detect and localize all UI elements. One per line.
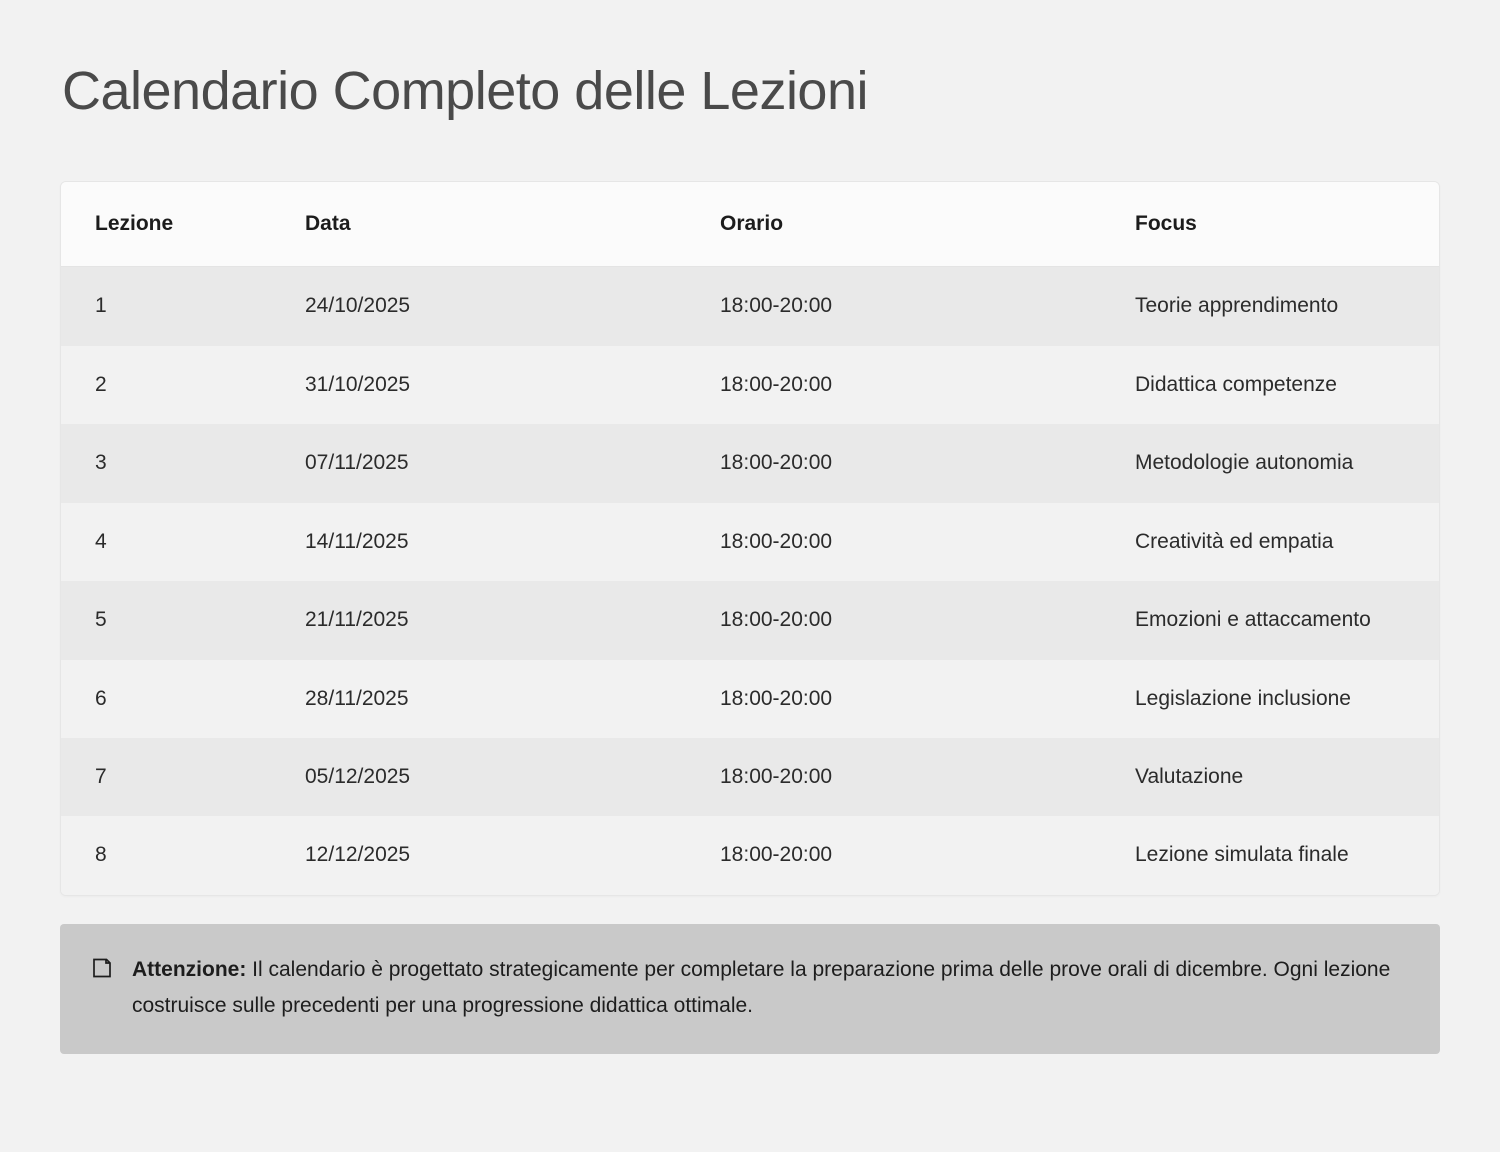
cell-orario: 18:00-20:00 bbox=[686, 503, 1101, 581]
cell-orario: 18:00-20:00 bbox=[686, 346, 1101, 424]
table-header bbox=[61, 182, 1439, 267]
cell-focus bbox=[1101, 581, 1439, 659]
cell-orario: 18:00-20:00 bbox=[686, 267, 1101, 346]
cell-orario: 18:00-20:00 bbox=[686, 738, 1101, 816]
column-header-lezione: Lezione bbox=[61, 182, 271, 267]
cell-focus bbox=[1101, 816, 1439, 894]
table-row bbox=[61, 503, 1439, 581]
table-row bbox=[61, 267, 1439, 346]
cell-data: 14/11/2025 bbox=[271, 503, 686, 581]
cell-lezione: 8 bbox=[61, 816, 271, 894]
cell-orario: 18:00-20:00 bbox=[686, 424, 1101, 502]
table-row bbox=[61, 660, 1439, 738]
cell-lezione: 7 bbox=[61, 738, 271, 816]
cell-focus bbox=[1101, 738, 1439, 816]
cell-data: 28/11/2025 bbox=[271, 660, 686, 738]
cell-focus-text: Lezione simulata finale bbox=[1135, 843, 1349, 867]
cell-data: 05/12/2025 bbox=[271, 738, 686, 816]
cell-focus-text: Emozioni e attaccamento bbox=[1135, 608, 1371, 632]
cell-lezione: 2 bbox=[61, 346, 271, 424]
table-row bbox=[61, 424, 1439, 502]
cell-focus bbox=[1101, 503, 1439, 581]
schedule-table-card bbox=[60, 181, 1440, 896]
table-body bbox=[61, 267, 1439, 895]
cell-lezione: 1 bbox=[61, 267, 271, 346]
cell-data: 24/10/2025 bbox=[271, 267, 686, 346]
cell-focus-text: Creatività ed empatia bbox=[1135, 529, 1334, 553]
column-header-data: Data bbox=[271, 182, 686, 267]
cell-focus bbox=[1101, 660, 1439, 738]
table-row bbox=[61, 346, 1439, 424]
cell-lezione: 4 bbox=[61, 503, 271, 581]
column-header-orario: Orario bbox=[686, 182, 1101, 267]
cell-data: 21/11/2025 bbox=[271, 581, 686, 659]
cell-focus bbox=[1101, 424, 1439, 502]
cell-orario: 18:00-20:00 bbox=[686, 581, 1101, 659]
page-title: Calendario Completo delle Lezioni bbox=[62, 61, 868, 121]
table-header-row bbox=[61, 182, 1439, 267]
column-header-focus: Focus bbox=[1101, 182, 1439, 267]
table-row bbox=[61, 581, 1439, 659]
schedule-table bbox=[61, 182, 1439, 895]
attention-note bbox=[60, 924, 1440, 1054]
cell-lezione: 6 bbox=[61, 660, 271, 738]
cell-data: 07/11/2025 bbox=[271, 424, 686, 502]
cell-data: 12/12/2025 bbox=[271, 816, 686, 894]
table-row bbox=[61, 738, 1439, 816]
cell-data: 31/10/2025 bbox=[271, 346, 686, 424]
cell-lezione: 5 bbox=[61, 581, 271, 659]
table-row bbox=[61, 816, 1439, 894]
note-body: Il calendario è progettato strategicamente per completare la preparazione prima delle prove orali di dicembre. Ogni lezione costruisce sulle precedenti per una progressione didattica ottimale. bbox=[132, 957, 1391, 1017]
cell-focus bbox=[1101, 267, 1439, 346]
cell-lezione: 3 bbox=[61, 424, 271, 502]
cell-focus-text: Teorie apprendimento bbox=[1135, 294, 1339, 318]
cell-focus-text: Legislazione inclusione bbox=[1135, 686, 1351, 710]
cell-orario: 18:00-20:00 bbox=[686, 816, 1101, 894]
cell-focus-text: Didattica competenze bbox=[1135, 372, 1337, 396]
cell-focus-text: Valutazione bbox=[1135, 765, 1244, 789]
cell-focus-text: Metodologie autonomia bbox=[1135, 451, 1354, 475]
note-label: Attenzione: bbox=[132, 957, 247, 981]
note-icon bbox=[90, 956, 114, 985]
cell-focus bbox=[1101, 346, 1439, 424]
cell-orario: 18:00-20:00 bbox=[686, 660, 1101, 738]
note-text bbox=[132, 952, 1406, 1024]
